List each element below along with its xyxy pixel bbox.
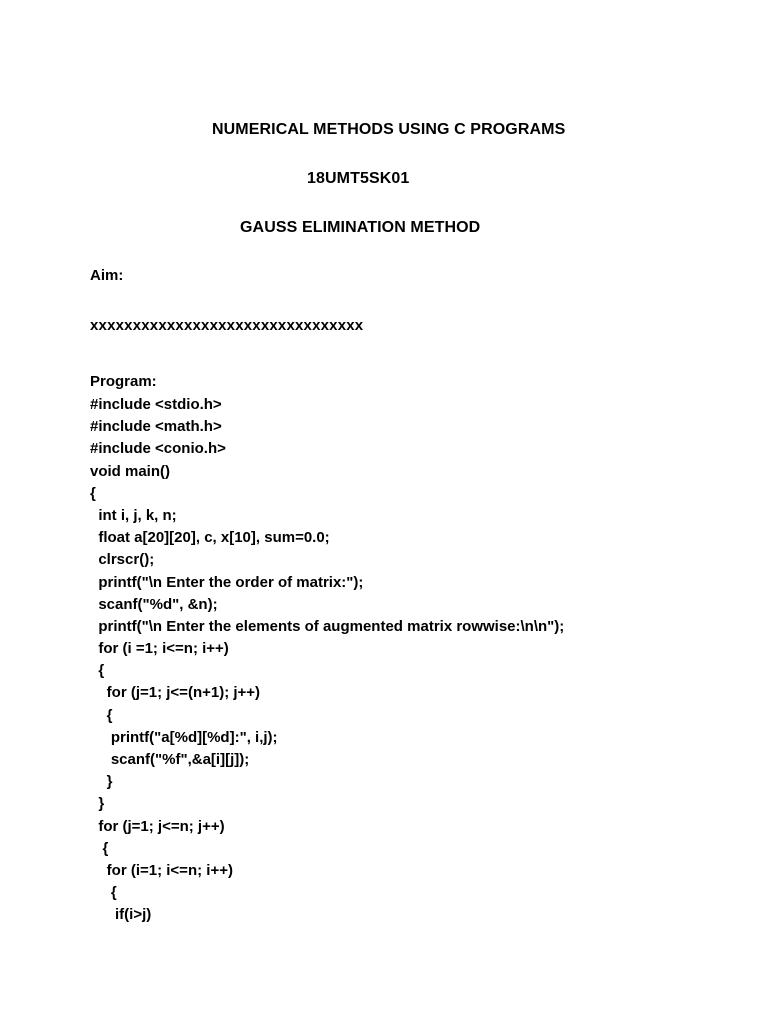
code-line: { <box>90 662 105 680</box>
code-line: float a[20][20], c, x[10], sum=0.0; <box>90 529 330 547</box>
code-line: { <box>90 484 96 502</box>
code-line: printf("\n Enter the elements of augmented matrix rowwise:\n\n"); <box>90 617 565 635</box>
code-line: clrscr(); <box>90 551 155 569</box>
code-line: } <box>90 795 105 813</box>
document-title: NUMERICAL METHODS USING C PROGRAMS <box>212 121 566 138</box>
code-line: } <box>90 773 113 791</box>
method-title: GAUSS ELIMINATION METHOD <box>240 219 481 236</box>
code-line: void main() <box>90 462 171 480</box>
code-line: for (j=1; j<=n; j++) <box>90 817 225 835</box>
code-line: { <box>90 884 117 902</box>
aim-label: Aim: <box>90 267 124 284</box>
code-line: { <box>90 839 109 857</box>
code-line: for (i =1; i<=n; i++) <box>90 640 229 658</box>
code-line: if(i>j) <box>90 906 152 924</box>
program-code-block <box>90 394 564 927</box>
code-line: #include <stdio.h> <box>90 396 222 413</box>
code-line: int i, j, k, n; <box>90 506 177 524</box>
code-line: for (j=1; j<=(n+1); j++) <box>90 684 261 702</box>
code-line: #include <conio.h> <box>90 440 226 458</box>
code-line: scanf("%f",&a[i][j]); <box>90 751 250 768</box>
course-code: 18UMT5SK01 <box>307 170 410 187</box>
code-line: scanf("%d", &n); <box>90 595 218 613</box>
code-line: printf("\n Enter the order of matrix:"); <box>90 573 364 591</box>
program-label: Program: <box>90 373 157 390</box>
code-line: for (i=1; i<=n; i++) <box>90 861 233 879</box>
code-line: #include <math.h> <box>90 418 222 436</box>
code-line: printf("a[%d][%d]:", i,j); <box>90 728 278 746</box>
aim-text: xxxxxxxxxxxxxxxxxxxxxxxxxxxxxxxx <box>90 317 364 334</box>
code-line: { <box>90 706 113 724</box>
